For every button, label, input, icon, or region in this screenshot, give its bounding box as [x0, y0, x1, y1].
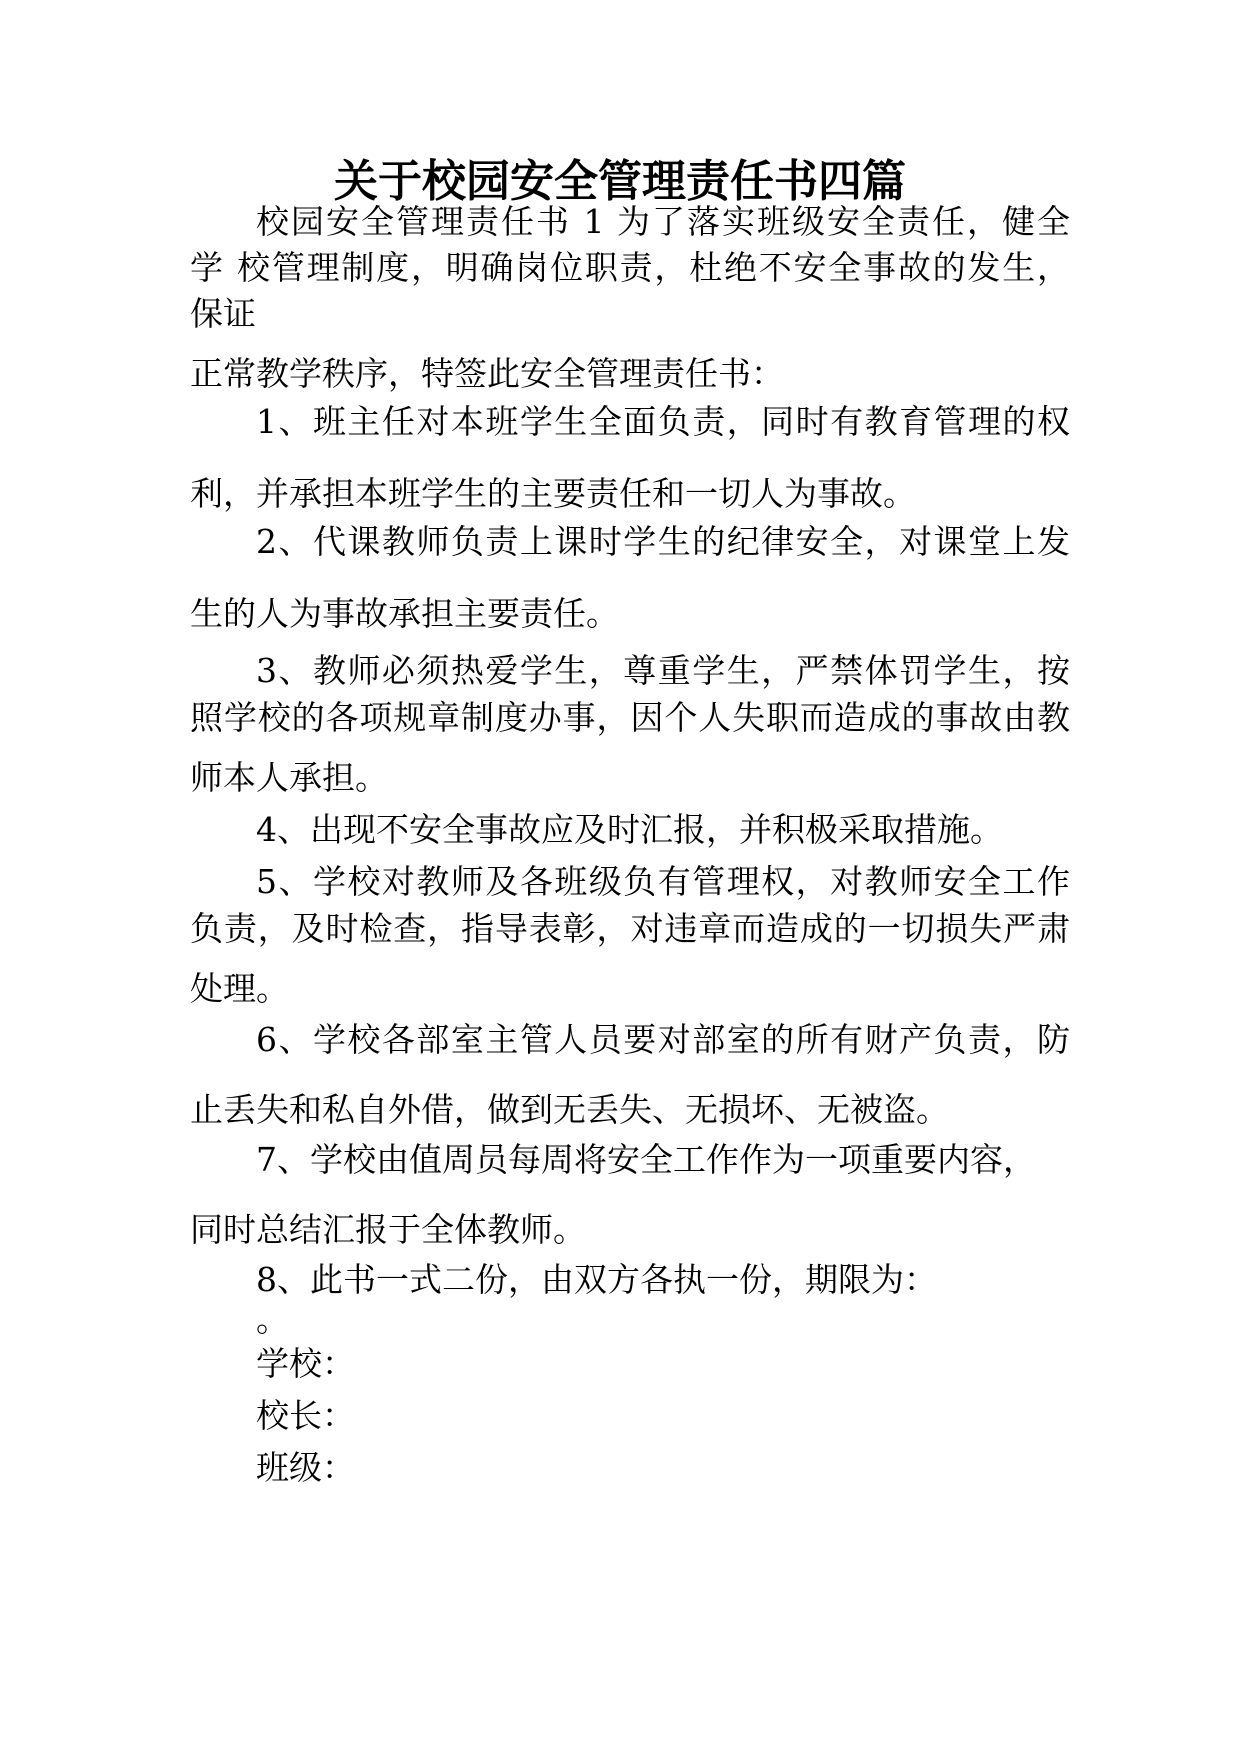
paragraph-line: 学 校管理制度，明确岗位职责，杜绝不安全事故的发生，	[190, 248, 1070, 287]
paragraph-line: 生的人为事故承担主要责任。	[190, 594, 619, 633]
paragraph-line: 8、此书一式二份，由双方各执一份，期限为：	[256, 1260, 937, 1299]
signature-principal-label: 校长：	[256, 1396, 355, 1435]
paragraph-line: 同时总结汇报于全体教师。	[190, 1210, 586, 1249]
paragraph-line: 校园安全管理责任书 1 为了落实班级安全责任，健全	[256, 202, 1070, 241]
paragraph-line: 照学校的各项规章制度办事，因个人失职而造成的事故由教	[190, 698, 1070, 737]
paragraph-line: 2、代课教师负责上课时学生的纪律安全，对课堂上发	[256, 522, 1070, 561]
paragraph-line: 保证	[190, 294, 256, 333]
paragraph-line: 1、班主任对本班学生全面负责，同时有教育管理的权	[256, 402, 1070, 441]
paragraph-line: 利，并承担本班学生的主要责任和一切人为事故。	[190, 474, 916, 513]
paragraph-line: 7、学校由值周员每周将安全工作作为一项重要内容，	[256, 1140, 1036, 1179]
paragraph-line: 3、教师必须热爱学生，尊重学生，严禁体罚学生，按	[256, 651, 1070, 690]
paragraph-line: 负责，及时检查，指导表彰，对违章而造成的一切损失严肃	[190, 909, 1070, 948]
paragraph-line: 处理。	[190, 969, 289, 1008]
paragraph-line: 止丢失和私自外借，做到无丢失、无损坏、无被盗。	[190, 1090, 949, 1129]
paragraph-line: 5、学校对教师及各班级负有管理权，对教师安全工作	[256, 862, 1070, 901]
paragraph-line: 。	[256, 1300, 289, 1339]
paragraph-line: 6、学校各部室主管人员要对部室的所有财产负责，防	[256, 1020, 1070, 1059]
paragraph-line: 师本人承担。	[190, 758, 388, 797]
paragraph-line: 4、出现不安全事故应及时汇报，并积极采取措施。	[256, 810, 1003, 849]
paragraph-line: 正常教学秩序，特签此安全管理责任书：	[190, 354, 784, 393]
signature-school-label: 学校：	[256, 1344, 355, 1383]
signature-class-label: 班级：	[256, 1448, 355, 1487]
document-title: 关于校园安全管理责任书四篇	[334, 156, 906, 207]
